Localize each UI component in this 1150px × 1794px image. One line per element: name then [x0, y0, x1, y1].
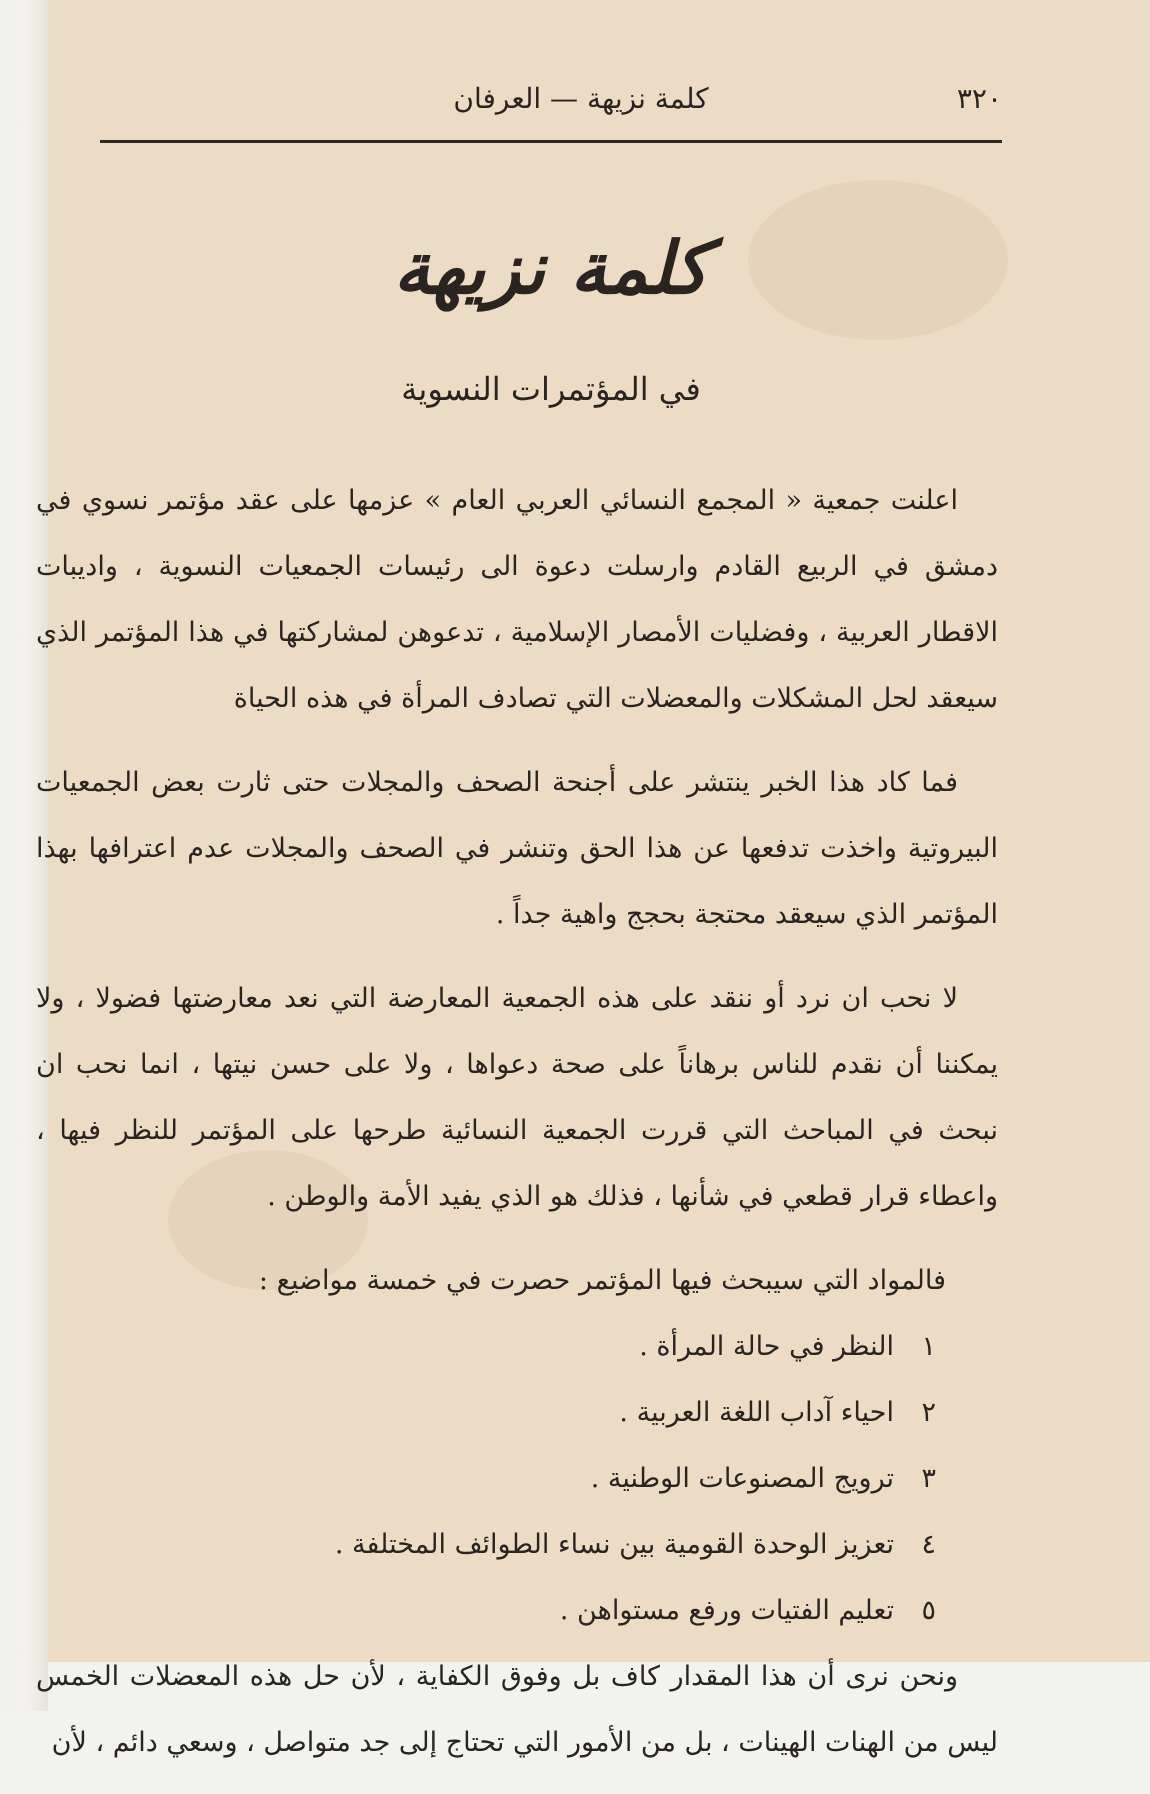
topics-list: [36, 1314, 998, 1644]
list-item-number: ٢: [921, 1397, 936, 1428]
topics-intro: فالمواد التي سيبحث فيها المؤتمر حصرت في خمسة مواضيع :: [258, 1265, 946, 1296]
article-subtitle: في المؤتمرات النسوية: [401, 370, 701, 408]
article-body: [36, 468, 998, 1794]
list-item-number: ٥: [921, 1595, 936, 1626]
paragraph: لا نحب ان نرد أو ننقد على هذه الجمعية المعارضة التي نعد معارضتها فضولا ، ولا يمكننا أن نقدم للناس برهاناً على صحة دعواها ، ولا على حسن نيتها ، انما نحب ان نبحث في المباحث التي قررت الجمعية النسائية طرحها على المؤتمر للنظر فيها ، واعطاء قرار قطعي في شأنها ، فذلك هو الذي يفيد الأمة والوطن .: [36, 983, 998, 1212]
book-page: [36, 0, 1150, 1758]
closing-paragraph: ونحن نرى أن هذا المقدار كاف بل وفوق الكفاية ، لأن حل هذه المعضلات الخمس ليس من الهنات الهينات ، بل من الأمور التي تحتاج إلى جد متواصل ، وسعي دائم ، لأن: [36, 1661, 998, 1758]
page-header: [100, 72, 1002, 132]
list-item-text: تعليم الفتيات ورفع مستواهن .: [559, 1595, 894, 1626]
list-item-number: ٣: [921, 1463, 936, 1494]
list-item: [36, 1446, 936, 1512]
list-item-text: النظر في حالة المرأة .: [639, 1331, 894, 1362]
paragraph: فما كاد هذا الخبر ينتشر على أجنحة الصحف والمجلات حتى ثارت بعض الجمعيات البيروتية واخذت تدفعها عن هذا الحق وتنشر في الصحف والمجلات عدم اعترافها بهذا المؤتمر الذي سيعقد محتجة بحجج واهية جداً .: [36, 767, 998, 930]
list-item-text: احياء آداب اللغة العربية .: [619, 1397, 894, 1428]
list-item-number: ٤: [921, 1529, 936, 1560]
list-item-number: ١: [921, 1331, 936, 1362]
list-item: [36, 1314, 936, 1380]
list-item-text: ترويج المصنوعات الوطنية .: [590, 1463, 894, 1494]
list-item: [36, 1578, 936, 1644]
article-title: كلمة نزيهة: [393, 225, 709, 310]
header-rule: [100, 140, 1002, 143]
list-item: [36, 1380, 936, 1446]
running-title: كلمة نزيهة — العرفان: [453, 82, 709, 115]
list-item: [36, 1512, 936, 1578]
page-number: ٣٢٠: [956, 82, 1002, 115]
paragraph: اعلنت جمعية « المجمع النسائي العربي العام » عزمها على عقد مؤتمر نسوي في دمشق في الربيع القادم وارسلت دعوة الى رئيسات الجمعيات النسوية ، واديبات الاقطار العربية ، وفضليات الأمصار الإسلامية ، تدعوهن لمشاركتها في هذا المؤتمر الذي سيعقد لحل المشكلات والمعضلات التي تصادف المرأة في هذه الحياة: [36, 485, 998, 714]
list-item-text: تعزيز الوحدة القومية بين نساء الطوائف المختلفة .: [334, 1529, 894, 1560]
